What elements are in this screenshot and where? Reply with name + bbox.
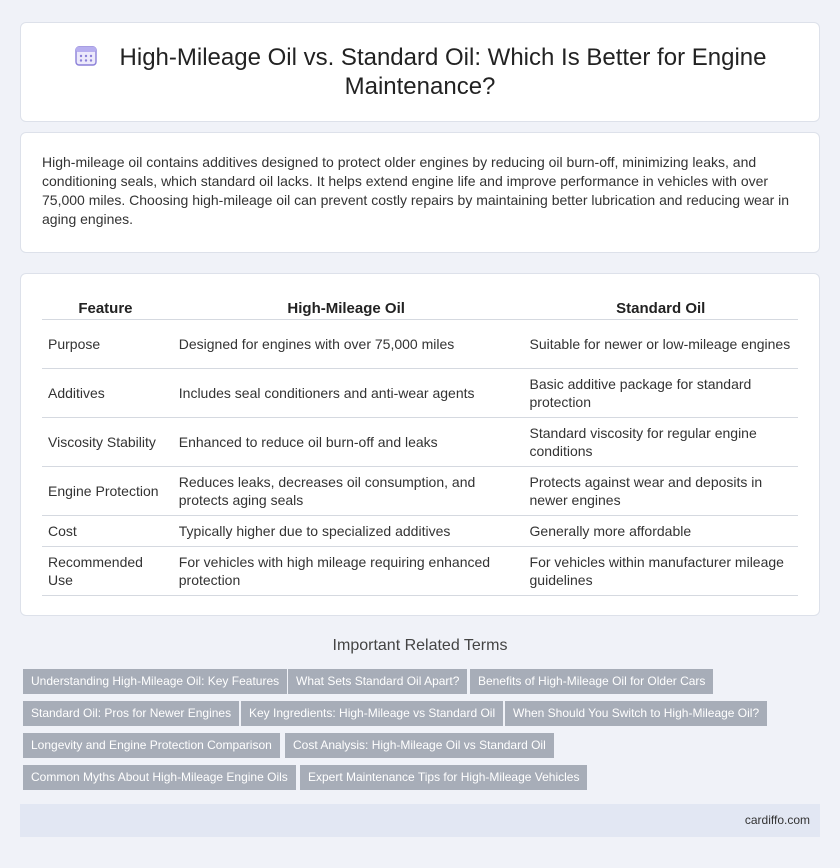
page-title-wrap bbox=[61, 43, 779, 101]
comparison-card bbox=[20, 273, 820, 616]
related-tag[interactable]: Key Ingredients: High-Mileage vs Standard Oil bbox=[241, 701, 503, 726]
table-cell: Includes seal conditioners and anti-wear agents bbox=[173, 368, 520, 417]
footer-site[interactable]: cardiffo.com bbox=[744, 813, 810, 827]
table-cell: Standard viscosity for regular engine conditions bbox=[524, 417, 798, 466]
table-cell: Engine Protection bbox=[42, 466, 169, 515]
related-tag[interactable]: Common Myths About High-Mileage Engine Oils bbox=[23, 765, 296, 790]
table-cell: Enhanced to reduce oil burn-off and leaks bbox=[173, 417, 520, 466]
table-cell: For vehicles with high mileage requiring enhanced protection bbox=[173, 546, 520, 595]
table-row bbox=[42, 515, 798, 546]
table-row bbox=[42, 319, 798, 368]
table-row bbox=[42, 368, 798, 417]
related-tag[interactable]: What Sets Standard Oil Apart? bbox=[288, 669, 467, 694]
related-tag[interactable]: Cost Analysis: High-Mileage Oil vs Standard Oil bbox=[285, 733, 554, 758]
footer bbox=[20, 804, 820, 837]
table-row bbox=[42, 466, 798, 515]
table-cell: Purpose bbox=[42, 319, 169, 368]
table-cell: Protects against wear and deposits in newer engines bbox=[524, 466, 798, 515]
table-cell: Reduces leaks, decreases oil consumption, and protects aging seals bbox=[173, 466, 520, 515]
related-tag[interactable]: Longevity and Engine Protection Comparison bbox=[23, 733, 280, 758]
related-tag[interactable]: Expert Maintenance Tips for High-Mileage Vehicles bbox=[300, 765, 587, 790]
table-row bbox=[42, 417, 798, 466]
table-cell: Additives bbox=[42, 368, 169, 417]
comparison-table bbox=[42, 294, 798, 596]
calendar-icon bbox=[74, 43, 98, 67]
table-cell: Recommended Use bbox=[42, 546, 169, 595]
page-title: High-Mileage Oil vs. Standard Oil: Which Is Better for Engine Maintenance? bbox=[119, 44, 767, 100]
header-card bbox=[20, 22, 820, 122]
intro-paragraph: High-mileage oil contains additives designed to protect older engines by reducing oil burn-off, minimizing leaks, and conditioning seals, which standard oil lacks. It helps extend engine life and improve performance in vehicles with over 75,000 miles. Choosing high-mileage oil can prevent costly repairs by maintaining better lubrication and reducing wear in aging engines. bbox=[42, 154, 790, 227]
header-standard: Standard Oil bbox=[524, 294, 798, 319]
table-cell: Viscosity Stability bbox=[42, 417, 169, 466]
table-cell: Basic additive package for standard protection bbox=[524, 368, 798, 417]
table-cell: Designed for engines with over 75,000 miles bbox=[173, 319, 520, 368]
related-tag[interactable]: Benefits of High-Mileage Oil for Older Cars bbox=[470, 669, 713, 694]
table-row bbox=[42, 546, 798, 595]
intro-card bbox=[20, 132, 820, 253]
table-cell: Typically higher due to specialized additives bbox=[173, 515, 520, 546]
related-tag[interactable]: When Should You Switch to High-Mileage Oil? bbox=[505, 701, 767, 726]
related-tag[interactable]: Standard Oil: Pros for Newer Engines bbox=[23, 701, 239, 726]
header-feature: Feature bbox=[42, 294, 169, 319]
table-cell: Generally more affordable bbox=[524, 515, 798, 546]
table-cell: Cost bbox=[42, 515, 169, 546]
table-cell: Suitable for newer or low-mileage engines bbox=[524, 319, 798, 368]
header-high-mileage: High-Mileage Oil bbox=[173, 294, 520, 319]
table-cell: For vehicles within manufacturer mileage guidelines bbox=[524, 546, 798, 595]
related-terms-heading: Important Related Terms bbox=[332, 637, 508, 654]
related-tag[interactable]: Understanding High-Mileage Oil: Key Features bbox=[23, 669, 287, 694]
table-header-row bbox=[42, 294, 798, 319]
